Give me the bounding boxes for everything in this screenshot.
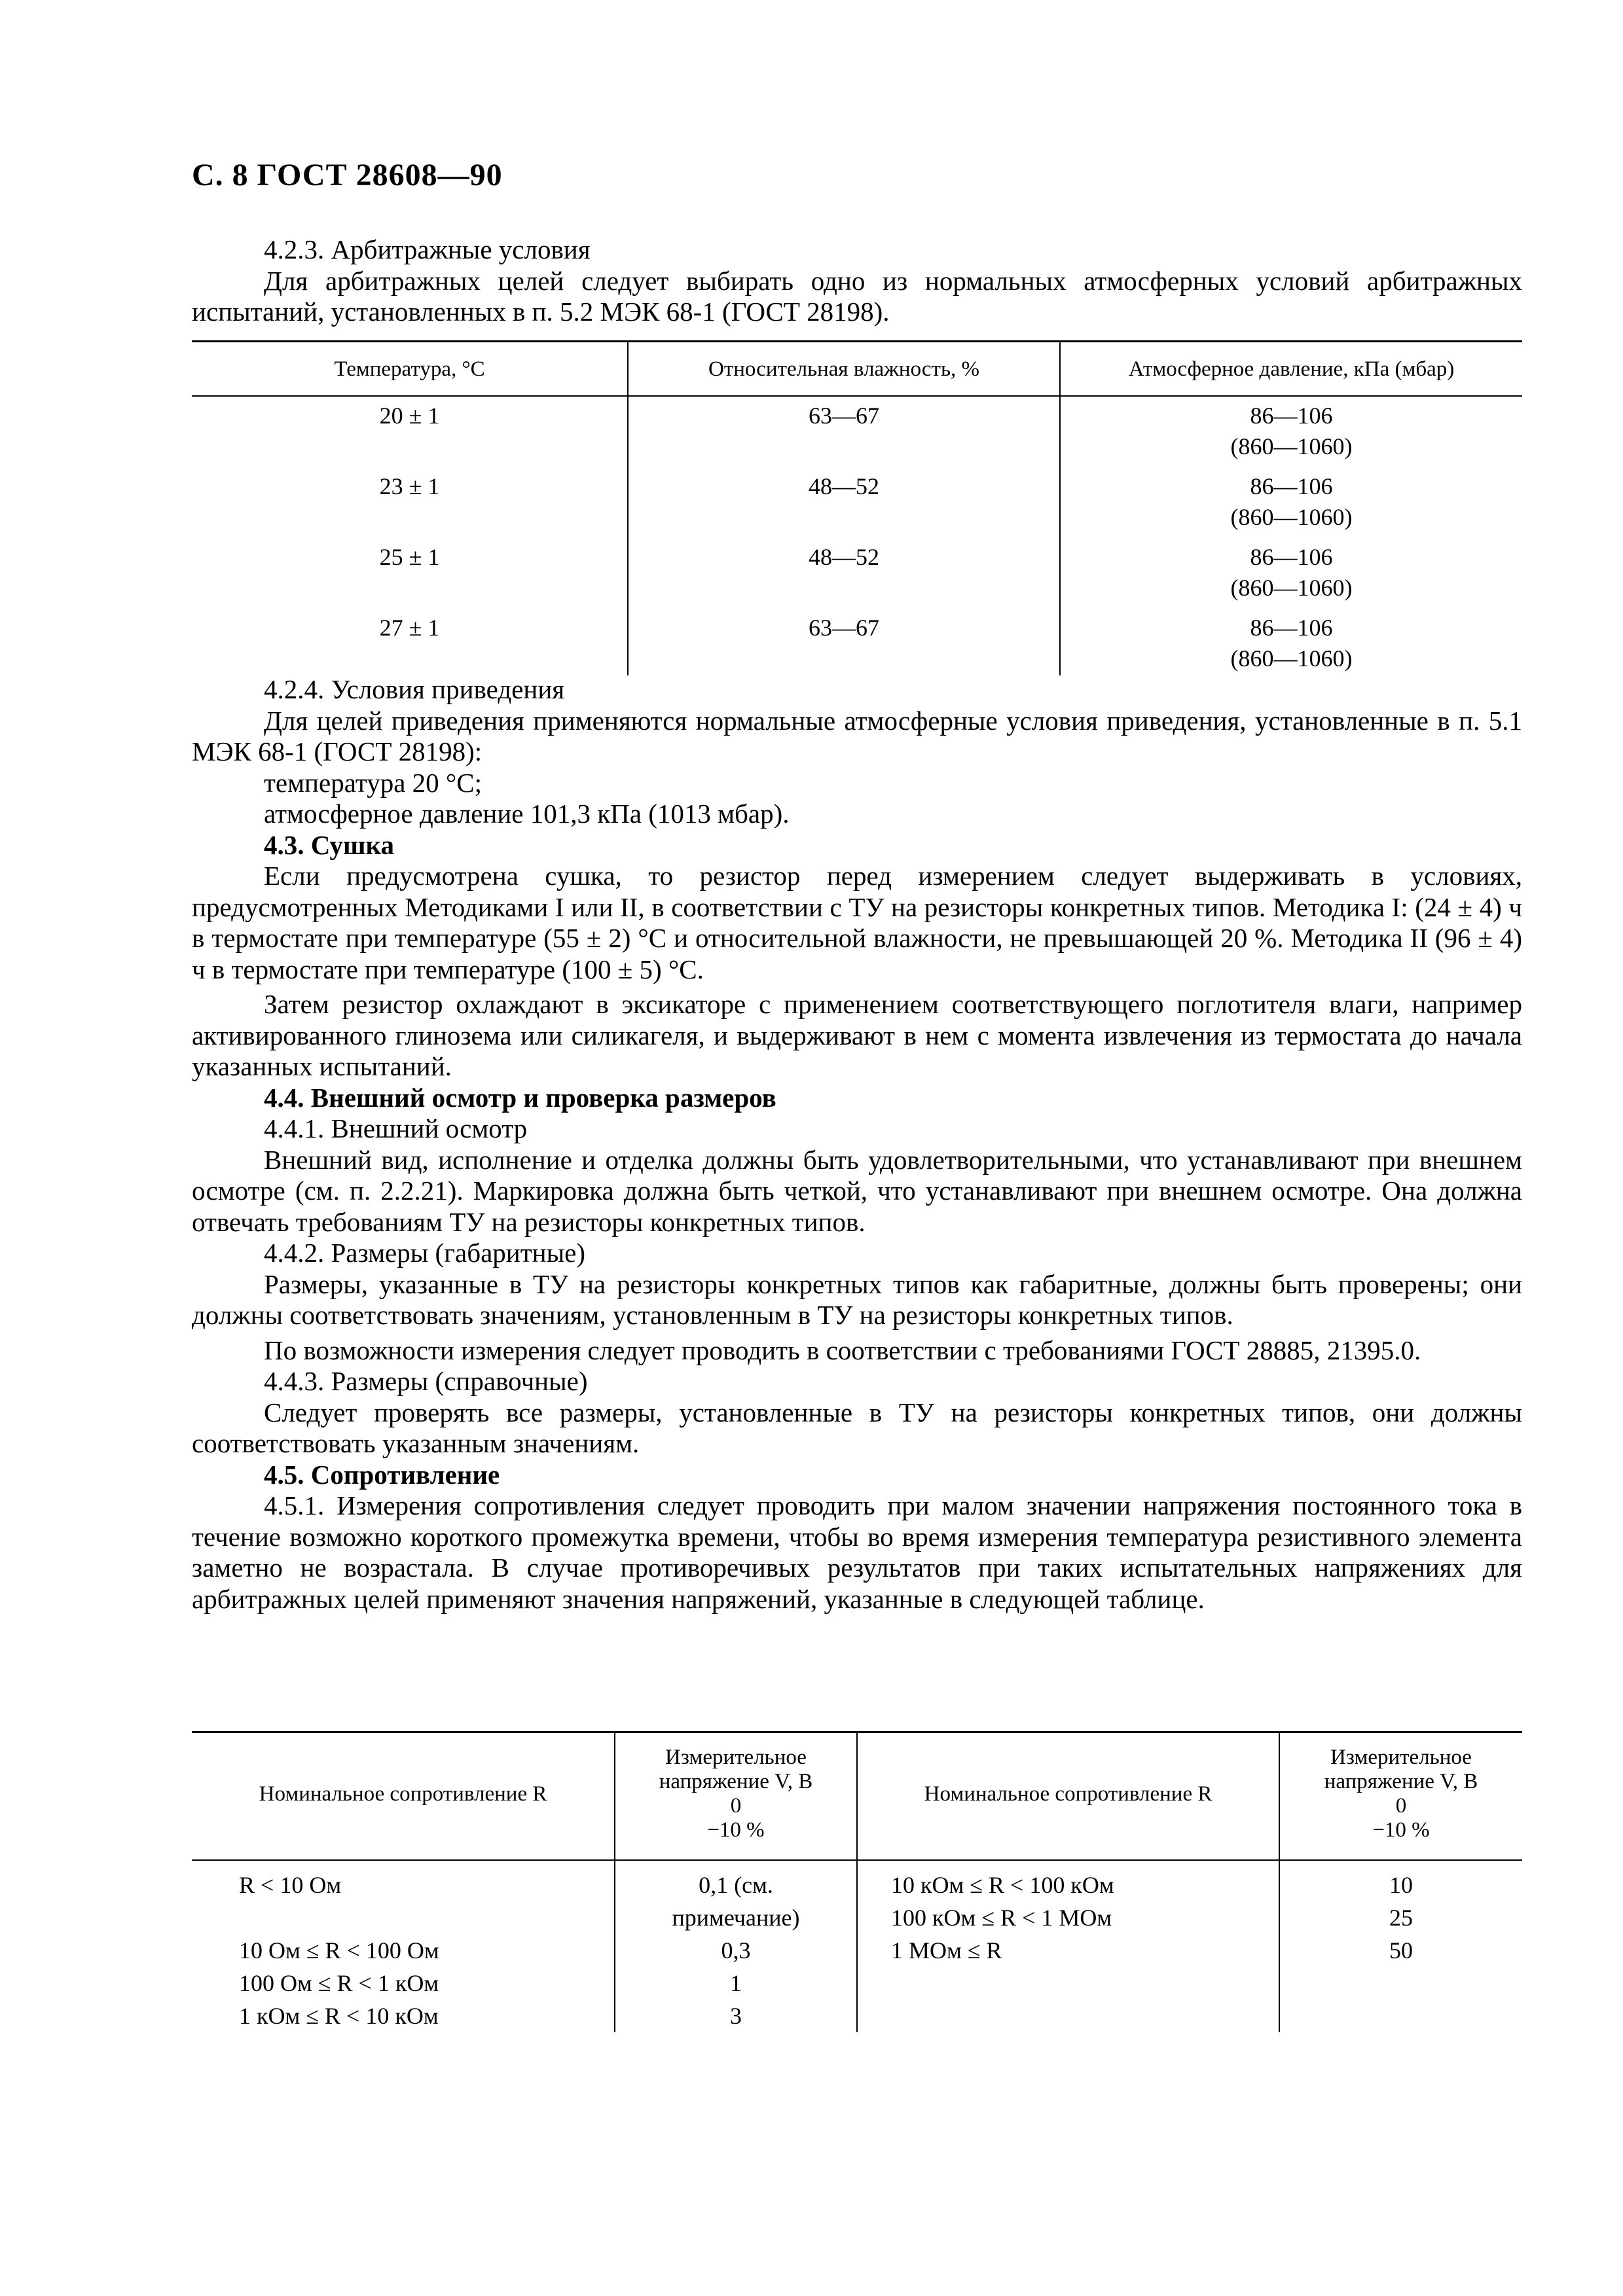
table-cell: (860—1060) [1230, 645, 1353, 672]
table-cell: примечание) [672, 1905, 800, 1931]
table-cell: 48—52 [809, 544, 879, 570]
text-line: температура 20 °С; [264, 767, 483, 798]
header-line: Измерительное [1330, 1746, 1472, 1769]
table-cell: 100 Ом ≤ R < 1 кОм [239, 1970, 439, 1996]
column-header: Номинальное сопротивление R [259, 1782, 547, 1806]
subsection-heading: 4.4.2. Размеры (габаритные) [264, 1238, 585, 1268]
table-cell: (860—1060) [1230, 575, 1353, 601]
header-line: 0 [730, 1794, 742, 1818]
table-cell: 10 Ом ≤ R < 100 Ом [239, 1937, 439, 1964]
section-heading: 4.5. Сопротивление [264, 1459, 500, 1490]
table-cell: 1 [730, 1970, 742, 1996]
section-heading: 4.2.4. Условия приведения [264, 674, 565, 704]
subsection-heading: 4.4.1. Внешний осмотр [264, 1113, 528, 1143]
table-cell: 0,3 [721, 1937, 751, 1964]
column-header: Атмосферное давление, кПа (мбар) [1128, 357, 1455, 381]
table-cell: 63—67 [809, 615, 879, 641]
paragraph: По возможности измерения следует проводить в соответствии с требованиями ГОСТ 28885, 21395.0. [264, 1335, 1421, 1365]
paragraph: Затем резистор охлаждают в эксикаторе с применением соответствующего поглотителя влаги, например активированного глинозема или силикагеля, и выдерживают в нем с момента извлечения из термостата до начала указанных испытаний. [192, 989, 1522, 1081]
header-line: −10 % [707, 1818, 765, 1842]
table-cell: 23 ± 1 [379, 473, 440, 499]
table-cell: 86—106 [1250, 403, 1333, 429]
section-4-2-3 [192, 234, 1522, 328]
table-cell: 86—106 [1250, 544, 1333, 570]
table-cell: 50 [1389, 1937, 1413, 1964]
table-cell: 10 кОм ≤ R < 100 кОм [891, 1872, 1114, 1898]
paragraph: Для арбитражных целей следует выбирать одно из нормальных атмосферных условий арбитражных испытаний, установленных в п. 5.2 МЭК 68-1 (ГОСТ 28198). [192, 265, 1522, 327]
table-cell: 100 кОм ≤ R < 1 МОм [891, 1905, 1112, 1931]
table-cell: 3 [730, 2003, 742, 2029]
table-cell: 63—67 [809, 403, 879, 429]
table-cell: 1 МОм ≤ R [891, 1937, 1002, 1964]
page-header: С. 8 ГОСТ 28608—90 [192, 158, 503, 192]
column-header: Относительная влажность, % [708, 357, 979, 381]
subsection-heading: 4.4.3. Размеры (справочные) [264, 1366, 588, 1396]
main-body [192, 674, 1522, 1615]
table-cell: R < 10 Ом [239, 1872, 342, 1898]
table-cell: (860—1060) [1230, 504, 1353, 530]
table-cell: 27 ± 1 [379, 615, 440, 641]
header-line: Измерительное [665, 1746, 807, 1769]
table-cell: (860—1060) [1230, 433, 1353, 459]
column-header-voltage [1280, 1746, 1522, 1842]
section-heading: 4.2.3. Арбитражные условия [264, 234, 591, 264]
section-heading: 4.3. Сушка [264, 829, 394, 860]
column-header: Температура, °С [334, 357, 485, 381]
table-cell: 86—106 [1250, 615, 1333, 641]
header-line: 0 [1395, 1794, 1407, 1818]
paragraph: Внешний вид, исполнение и отделка должны быть удовлетворительными, что устанавливают при внешнем осмотре (см. п. 2.2.21). Маркировка должна быть четкой, что устанавливают при внешнем осмотре. Она должна отвечать требованиям ТУ на резисторы конкретных типов. [192, 1144, 1522, 1237]
table-cell: 20 ± 1 [379, 403, 440, 429]
column-header-voltage [615, 1746, 856, 1842]
table-cell: 10 [1389, 1872, 1413, 1898]
paragraph: Для целей приведения применяются нормальные атмосферные условия приведения, установленные в п. 5.1 МЭК 68-1 (ГОСТ 28198): [192, 705, 1522, 766]
table-cell: 48—52 [809, 473, 879, 499]
paragraph: Следует проверять все размеры, установленные в ТУ на резисторы конкретных типов, они должны соответствовать указанным значениям. [192, 1397, 1522, 1458]
table-cell: 86—106 [1250, 473, 1333, 499]
table-cell: 1 кОм ≤ R < 10 кОм [239, 2003, 439, 2029]
text-line: атмосферное давление 101,3 кПа (1013 мбар). [264, 798, 790, 829]
header-line: −10 % [1372, 1818, 1430, 1842]
table-cell: 0,1 (см. [699, 1872, 773, 1898]
table-cell: 25 ± 1 [379, 544, 440, 570]
paragraph: 4.5.1. Измерения сопротивления следует проводить при малом значении напряжения постоянного тока в течение возможно короткого промежутка времени, чтобы во время измерения температура резистивного элемента заметно не возрастала. В случае противоречивых результатов при таких испытательных напряжениях для арбитражных целей применяют значения напряжений, указанные в следующей таблице. [192, 1490, 1522, 1614]
column-header: Номинальное сопротивление R [924, 1782, 1213, 1806]
paragraph: Размеры, указанные в ТУ на резисторы конкретных типов как габаритные, должны быть проверены; они должны соответствовать значениям, установленным в ТУ на резисторы конкретных типов. [192, 1268, 1522, 1330]
section-heading: 4.4. Внешний осмотр и проверка размеров [264, 1082, 776, 1113]
header-line: напряжение V, В [659, 1770, 813, 1793]
paragraph: Если предусмотрена сушка, то резистор перед измерением следует выдерживать в условиях, предусмотренных Методиками I или II, в соответствии с ТУ на резисторы конкретных типов. Методика I: (24 ± 4) ч в термостате при температуре (55 ± 2) °С и относительной влажности, не превышающей 20 %. Методика II (96 ± 4) ч в термостате при температуре (100 ± 5) °С. [192, 861, 1522, 984]
table-rule [192, 340, 1522, 342]
header-line: напряжение V, В [1324, 1770, 1478, 1793]
table-cell: 25 [1389, 1905, 1413, 1931]
table-divider [856, 1731, 858, 2032]
table-rule [192, 395, 1522, 397]
